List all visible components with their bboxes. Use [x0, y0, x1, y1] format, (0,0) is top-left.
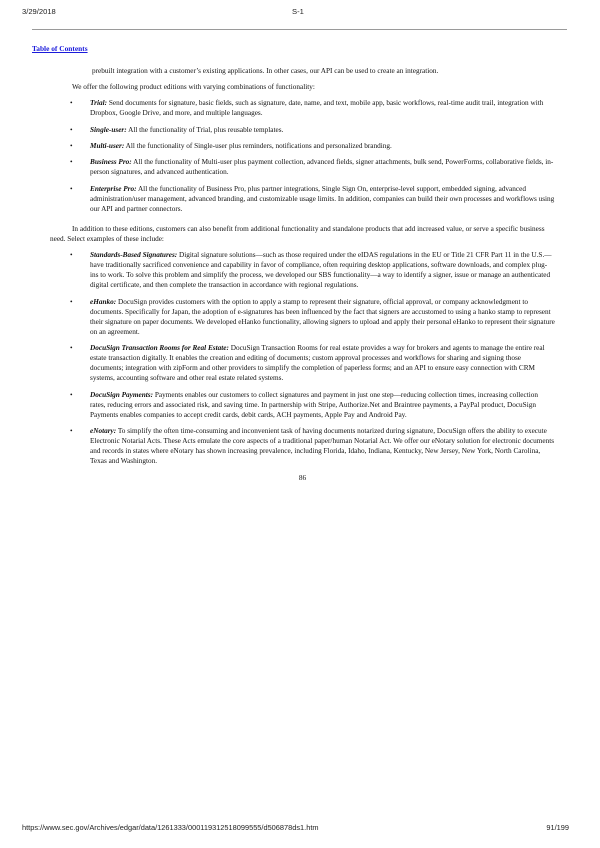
bullet-icon: • — [70, 297, 73, 306]
product-description: To simplify the often time-consuming and inconvenient task of having documents notarized during signature, DocuSign offers the ability to execute Electronic Notarial Acts. These Acts emulate the core aspects of a traditional paper/human Notarial Act. We offer our eNotary solution for electronic documents and records in states where eNotary has shown increasing prevalence, including Florida, Idaho, Indiana, Kentucky, New Jersey, New York, North Carolina, Texas and Washington. — [90, 427, 555, 466]
edition-description: All the functionality of Trial, plus reusable templates. — [126, 125, 284, 134]
list-item-enterprise-pro — [50, 184, 555, 214]
product-description: DocuSign Transaction Rooms for real estate provides a way for brokers and agents to manage the entire real estate transaction digitally. It enables the creation and editing of documents; custom approval processes and workflows for sharing and signing those documents; integration with zipForm and other providers to simplify the completion of paperless forms; and an API to ensure easy connection with CRM systems, accounting software and other real estate related systems. — [90, 344, 545, 383]
bullet-icon: • — [70, 158, 73, 167]
editions-intro: We offer the following product editions with varying combinations of functionality: — [72, 83, 315, 92]
list-item-standards-based-signatures — [50, 250, 555, 290]
list-item-multi-user — [50, 141, 555, 151]
product-term: eNotary: — [90, 427, 117, 436]
print-date: 3/29/2018 — [22, 7, 56, 16]
edition-description: All the functionality of Single-user plus reminders, notifications and personalized branding. — [124, 141, 392, 150]
editions-list — [50, 98, 555, 214]
bullet-icon: • — [70, 184, 73, 193]
edition-description: All the functionality of Business Pro, plus partner integrations, Single Sign On, enterprise-level support, embedded signing, advanced administration/user management, advanced branding, and customizable usage limits. In addition, companies can build their own processes and workflows using our API and partner connectors. — [90, 184, 555, 213]
header-divider — [32, 29, 567, 30]
bullet-icon: • — [70, 427, 73, 436]
list-item-single-user — [50, 125, 555, 135]
edition-term: Trial: — [90, 99, 108, 108]
edition-term: Single-user: — [90, 125, 127, 134]
product-description: Payments enables our customers to collect signatures and payment in just one step—reducing collection times, increasing collection rates, reducing errors and associated risk, and saving time. In partnership with Stripe, Authorize.Net and Braintree payments, a PayPal product, DocuSign Payments enables companies to accept credit cards, debit cards, ACH payments, Apple Pay and Android Pay. — [90, 390, 539, 419]
bullet-icon: • — [70, 99, 73, 108]
edition-term: Enterprise Pro: — [90, 184, 137, 193]
list-item-enotary — [50, 426, 555, 466]
product-description: DocuSign provides customers with the option to apply a stamp to represent their signature, official approval, or company acknowledgment to documents. Specifically for Japan, the adoption of e-signatures has been influenced by the fact that signers are accustomed to using a hanko stamp to represent their signature on paper documents. We developed eHanko functionality, allowing signers to upload and apply their personal eHanko to represent their signature on an agreement. — [90, 297, 555, 336]
product-description: Digital signature solutions—such as those required under the eIDAS regulations in the EU or Title 21 CFR Part 11 in the U.S.—have traditionally sacrificed convenience and capability in favor of compliance, often requiring desktop applications, software downloads, and complex plug-ins to work. To solve this problem and simplify the process, we developed our SBS functionality—a way to identify a signer, issue or manage an authenticated digital certificate, and then complete the transaction in accordance with regional regulations. — [90, 250, 552, 290]
footer-page-count: 91/199 — [546, 823, 569, 832]
bullet-icon: • — [70, 141, 73, 150]
product-term: eHanko: — [90, 297, 117, 306]
bullet-icon: • — [70, 250, 73, 259]
bullet-icon: • — [70, 390, 73, 399]
bullet-icon: • — [70, 125, 73, 134]
edition-description: All the functionality of Multi-user plus payment collection, advanced fields, signer attachments, bulk send, PowerForms, collaborative fields, in-person signatures, and advanced authentication. — [90, 158, 554, 177]
bullet-icon: • — [70, 344, 73, 353]
form-title: S-1 — [292, 7, 304, 16]
list-item-ehanko — [50, 297, 555, 337]
list-item-business-pro — [50, 157, 555, 177]
edition-description: Send documents for signature, basic fields, such as signature, date, name, and text, mobile app, basic workflows, real-time audit trail, integration with Dropbox, Google Drive, and more, and multiple languages. — [90, 99, 544, 118]
additional-intro: In addition to these editions, customers can also benefit from additional functionality and standalone products that add increased value, or serve a specific business need. Select examples of these include: — [50, 224, 545, 243]
edition-term: Business Pro: — [90, 158, 132, 167]
list-item-payments — [50, 390, 555, 420]
product-term: Standards-Based Signatures: — [90, 250, 178, 259]
list-item-trial — [50, 98, 555, 118]
page-number: 86 — [298, 473, 307, 482]
table-of-contents-link[interactable]: Table of Contents — [32, 44, 88, 53]
product-term: DocuSign Payments: — [90, 390, 154, 399]
additional-products-list — [50, 250, 555, 467]
product-term: DocuSign Transaction Rooms for Real Estate: — [90, 344, 229, 353]
list-item-transaction-rooms — [50, 343, 555, 383]
continuation-paragraph: prebuilt integration with a customer’s existing applications. In other cases, our API can be used to create an integration. — [92, 67, 439, 75]
edition-term: Multi-user: — [90, 141, 125, 150]
footer-url: https://www.sec.gov/Archives/edgar/data/1261333/000119312518099555/d506878ds1.htm — [22, 823, 319, 832]
document-body — [50, 66, 555, 483]
